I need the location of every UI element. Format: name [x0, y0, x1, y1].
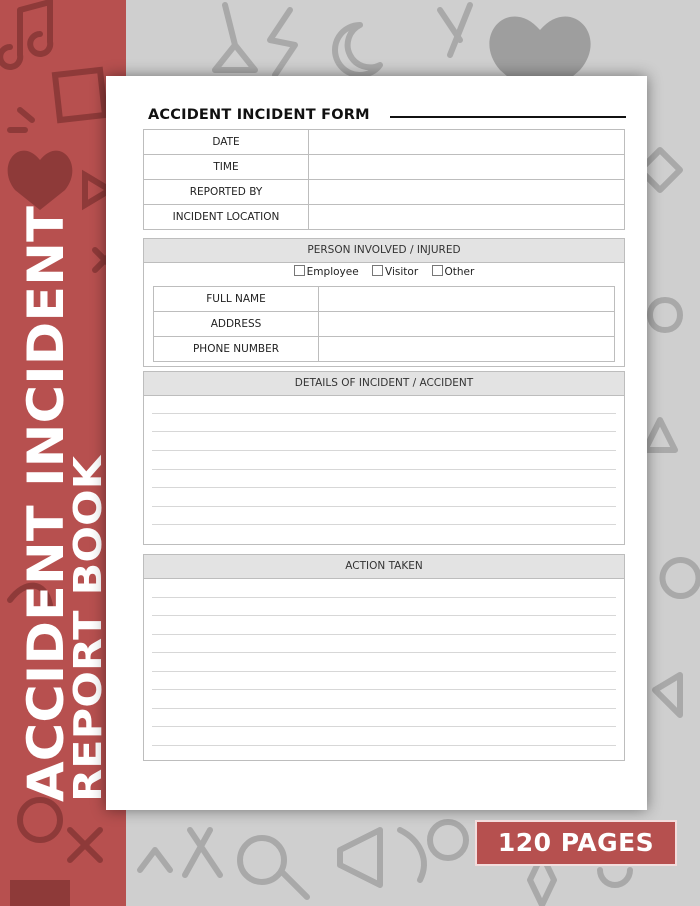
address-label: ADDRESS — [154, 312, 319, 337]
phone-number-field[interactable] — [319, 337, 615, 362]
title-rule — [390, 116, 626, 118]
date-label: DATE — [144, 130, 309, 155]
date-field[interactable] — [309, 130, 625, 155]
details-writing-area[interactable] — [152, 396, 616, 544]
full-name-label: FULL NAME — [154, 287, 319, 312]
incident-location-field[interactable] — [309, 205, 625, 230]
visitor-checkbox[interactable] — [372, 265, 383, 276]
spine-title-line1: ACCIDENT INCIDENT — [17, 234, 75, 802]
action-taken-section — [143, 554, 625, 761]
incident-location-label: INCIDENT LOCATION — [144, 205, 309, 230]
table-row — [144, 130, 625, 155]
table-row — [154, 312, 615, 337]
address-field[interactable] — [319, 312, 615, 337]
table-row — [144, 155, 625, 180]
full-name-field[interactable] — [319, 287, 615, 312]
reported-by-label: REPORTED BY — [144, 180, 309, 205]
action-taken-header: ACTION TAKEN — [144, 555, 624, 579]
visitor-label: Visitor — [385, 266, 419, 278]
details-section — [143, 371, 625, 545]
table-row — [144, 180, 625, 205]
details-header: DETAILS OF INCIDENT / ACCIDENT — [144, 372, 624, 396]
form-title: ACCIDENT INCIDENT FORM — [148, 107, 370, 123]
employee-option[interactable] — [294, 266, 359, 278]
other-option[interactable] — [432, 266, 475, 278]
person-involved-header: PERSON INVOLVED / INJURED — [144, 239, 624, 263]
time-field[interactable] — [309, 155, 625, 180]
person-type-options — [144, 265, 624, 278]
incident-info-table — [143, 129, 625, 230]
employee-label: Employee — [306, 266, 359, 278]
person-info-table — [153, 286, 615, 362]
table-row — [154, 337, 615, 362]
employee-checkbox[interactable] — [294, 265, 305, 276]
other-label: Other — [444, 266, 475, 278]
visitor-option[interactable] — [372, 266, 418, 278]
time-label: TIME — [144, 155, 309, 180]
other-checkbox[interactable] — [432, 265, 443, 276]
phone-number-label: PHONE NUMBER — [154, 337, 319, 362]
action-writing-area[interactable] — [152, 579, 616, 759]
table-row — [144, 205, 625, 230]
person-involved-section — [143, 238, 625, 367]
spine-title-line2: REPORT BOOK — [66, 496, 110, 802]
reported-by-field[interactable] — [309, 180, 625, 205]
form-sheet — [106, 76, 647, 810]
table-row — [154, 287, 615, 312]
pages-badge: 120 PAGES — [475, 820, 677, 866]
